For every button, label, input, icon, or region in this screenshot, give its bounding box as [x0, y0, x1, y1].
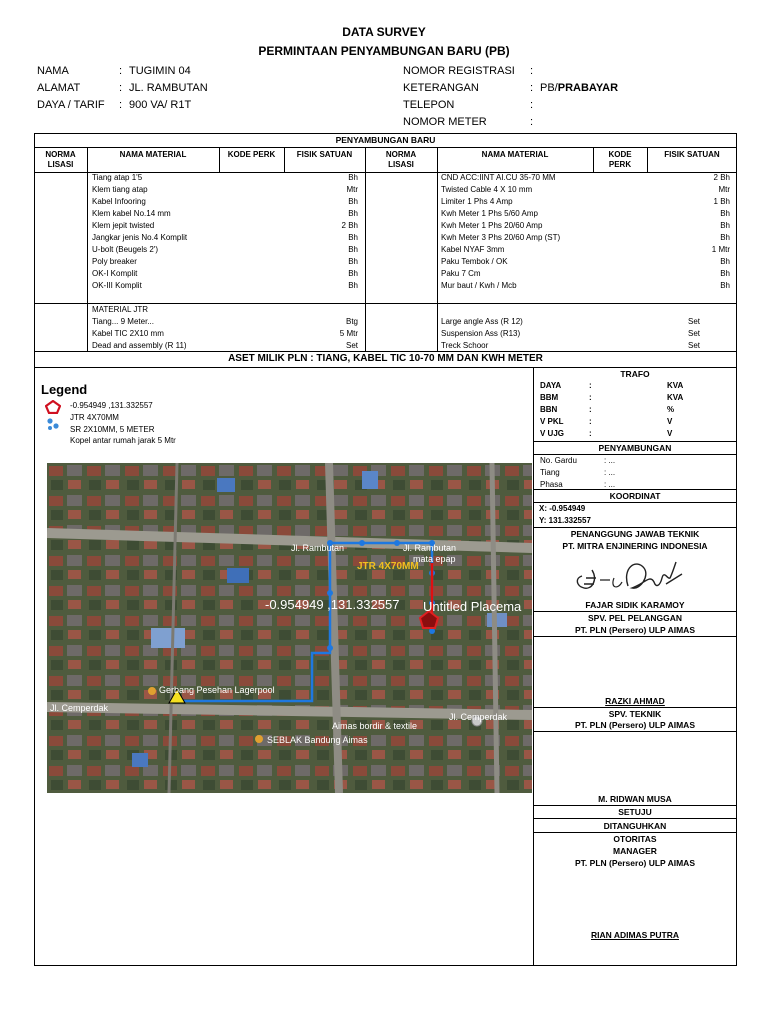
colon: : [589, 417, 592, 426]
keterangan-value: PB/PRABAYAR [540, 82, 619, 94]
spv-teknik-company: PT. PLN (Persero) ULP AIMAS [575, 720, 695, 730]
material-name: Paku 7 Cm [441, 269, 481, 278]
material-unit: 1 Mtr [711, 245, 730, 254]
penyambungan-value: : ... [604, 480, 616, 489]
nama-value: TUGIMIN 04 [129, 65, 191, 77]
nama-label: NAMA [37, 65, 69, 77]
colon: : [530, 116, 534, 128]
satellite-map[interactable] [47, 463, 532, 793]
manager-company: PT. PLN (Persero) ULP AIMAS [575, 858, 695, 868]
penyambungan-labels [540, 455, 600, 491]
material-name: Klem kabel No.14 mm [92, 209, 171, 218]
jtr-left-names [92, 304, 282, 352]
placemark-label: Untitled Placema [423, 599, 522, 614]
material-unit: 2 Bh [713, 173, 730, 182]
aset-title: ASET MILIK PLN : TIANG, KABEL TIC 10-70 MM DAN KWH METER [228, 353, 543, 364]
material-unit: Set [687, 329, 700, 338]
document-title: DATA SURVEY [342, 25, 426, 39]
alamat-value: JL. RAMBUTAN [129, 82, 208, 94]
spv-pel-company: PT. PLN (Persero) ULP AIMAS [575, 625, 695, 635]
colon: : [589, 405, 592, 414]
material-name: Tiang atap 1'5 [92, 173, 143, 182]
daya-label: DAYA / TARIF [37, 99, 105, 111]
material-name: Kwh Meter 1 Phs 20/60 Amp [441, 221, 543, 230]
road-label: Jl. Rambutan [403, 543, 457, 553]
material-unit: Mtr [346, 185, 358, 194]
material-unit: Bh [348, 257, 358, 266]
jtr-left-units [300, 304, 358, 352]
trafo-unit: V [667, 417, 673, 426]
poi-label: Aimas bordir & textile [332, 721, 418, 731]
poi-label: SEBLAK Bandung Aimas [267, 735, 368, 745]
trafo-label: DAYA [540, 381, 562, 390]
left-material-names [92, 172, 282, 292]
material-unit: 2 Bh [341, 221, 358, 230]
penyambungan-label: Tiang [540, 468, 560, 477]
alamat-label: ALAMAT [37, 82, 81, 94]
poi-label: Gerbang Pesehan Lagerpool [159, 685, 275, 695]
right-material-units [660, 172, 730, 292]
road-label: mata epap [413, 554, 456, 564]
jtr-right-names [441, 316, 641, 352]
jtr-right-units [660, 316, 700, 352]
penyambungan-values [604, 455, 644, 491]
legend-jtr: JTR 4X70MM [70, 413, 119, 422]
coord-map-label: -0.954949 ,131.332557 [265, 597, 400, 612]
material-name: Suspension Ass (R13) [441, 329, 521, 338]
col-fisik-satuan: FISIK SATUAN [296, 150, 353, 159]
material-unit: Bh [348, 281, 358, 290]
jtr-map-label: JTR 4X70MM [357, 561, 419, 572]
penyambungan-label: No. Gardu [540, 456, 577, 465]
daya-value: 900 VA/ R1T [129, 99, 192, 111]
material-unit: 1 Bh [713, 197, 730, 206]
material-unit: Bh [720, 281, 730, 290]
colon: : [589, 393, 592, 402]
material-name: Dead and assembly (R 11) [92, 341, 187, 350]
spv-teknik-name: M. RIDWAN MUSA [598, 794, 672, 804]
trafo-label: BBM [540, 393, 559, 402]
material-name: Kabel TIC 2X10 mm [92, 329, 164, 338]
material-name: OK-I Komplit [92, 269, 138, 278]
material-name: CND ACC:IINT AI.CU 35-70 MM [441, 173, 556, 182]
material-name: Twisted Cable 4 X 10 mm [441, 185, 533, 194]
material-name: Mur baut / Kwh / Mcb [441, 281, 517, 290]
material-name: Klem jepit twisted [92, 221, 155, 230]
material-unit: Bh [348, 209, 358, 218]
section-title: PENYAMBUNGAN BARU [335, 135, 436, 145]
material-unit: Bh [720, 257, 730, 266]
trafo-label: V PKL [540, 417, 564, 426]
legend-kopel: Kopel antar rumah jarak 5 Mtr [70, 436, 176, 445]
colon: : [530, 99, 534, 111]
colon: : [119, 65, 123, 77]
material-name: U-bolt (Beugels 2') [92, 245, 158, 254]
material-unit: 5 Mtr [339, 329, 358, 338]
material-name: Poly breaker [92, 257, 137, 266]
material-name: Large angle Ass (R 12) [441, 317, 523, 326]
registrasi-label: NOMOR REGISTRASI [403, 65, 515, 77]
colon: : [530, 82, 534, 94]
colon: : [589, 381, 592, 390]
material-unit: Bh [720, 233, 730, 242]
trafo-colons [589, 380, 599, 440]
trafo-title: TRAFO [620, 369, 650, 379]
manager-name: RIAN ADIMAS PUTRA [591, 930, 679, 940]
left-material-units [300, 172, 358, 292]
material-name: Kwh Meter 3 Phs 20/60 Amp (ST) [441, 233, 561, 242]
material-name: Jangkar jenis No.4 Komplit [92, 233, 188, 242]
material-name: Klem tiang atap [92, 185, 148, 194]
material-unit: Bh [348, 173, 358, 182]
road-label: Jl. Rambutan [291, 543, 345, 553]
material-unit: Bh [348, 245, 358, 254]
koordinat-title: KOORDINAT [609, 491, 661, 501]
material-unit: Bh [348, 197, 358, 206]
material-unit: Bh [720, 209, 730, 218]
material-name: MATERIAL JTR [92, 305, 149, 314]
koordinat-x: X: -0.954949 [539, 504, 586, 513]
trafo-unit: % [667, 405, 675, 414]
road-label: Jl. Cemperdak [449, 712, 508, 722]
material-name: Kabel Infooring [92, 197, 146, 206]
material-unit: Bh [348, 269, 358, 278]
material-name: Limiter 1 Phs 4 Amp [441, 197, 513, 206]
meter-label: NOMOR METER [403, 116, 487, 128]
telepon-label: TELEPON [403, 99, 455, 111]
col-nama-material: NAMA MATERIAL [481, 150, 549, 159]
colon: : [530, 65, 534, 77]
penyambungan-value: : ... [604, 456, 616, 465]
pj-teknik-company: PT. MITRA ENJINERING INDONESIA [562, 541, 708, 551]
trafo-label: V UJG [540, 429, 565, 438]
material-name: OK-III Komplit [92, 281, 142, 290]
col-kode-perk: KODE PERK [227, 150, 276, 159]
spv-pel-name: RAZKI AHMAD [605, 696, 665, 706]
trafo-label: BBN [540, 405, 558, 414]
spv-teknik-title: SPV. TEKNIK [608, 709, 662, 719]
pj-teknik-title: PENANGGUNG JAWAB TEKNIK [570, 529, 700, 539]
setuju-label: SETUJU [618, 807, 652, 817]
material-name: Treck Schoor [441, 341, 489, 350]
penyambungan-title: PENYAMBUNGAN [598, 443, 672, 453]
col-normalisasi: NORMA LISASI [45, 150, 76, 169]
colon: : [119, 82, 123, 94]
koordinat-y: Y: 131.332557 [539, 516, 591, 525]
material-name: Kabel NYAF 3mm [441, 245, 505, 254]
col-nama-material: NAMA MATERIAL [119, 150, 187, 159]
material-unit: Set [687, 341, 700, 350]
material-unit: Set [687, 317, 700, 326]
material-unit: Mtr [718, 185, 730, 194]
legend-title: Legend [41, 382, 88, 397]
manager-title: MANAGER [613, 846, 657, 856]
penyambungan-label: Phasa [540, 480, 563, 489]
trafo-unit: KVA [667, 393, 684, 402]
material-unit [300, 304, 358, 316]
material-name: Tiang... 9 Meter... [92, 317, 154, 326]
material-name: Paku Tembok / OK [441, 257, 508, 266]
legend-sr: SR 2X10MM, 5 METER [70, 425, 155, 434]
col-kode-perk: KODE PERK [608, 150, 632, 169]
penyambungan-value: : ... [604, 468, 616, 477]
road-label: Jl. Cemperdak [50, 703, 109, 713]
spv-pel-title: SPV. PEL PELANGGAN [588, 613, 682, 623]
legend-coords: -0.954949 ,131.332557 [70, 401, 153, 410]
col-normalisasi: NORMA LISASI [385, 150, 417, 169]
trafo-unit: KVA [667, 381, 684, 390]
right-material-names [441, 172, 641, 292]
material-unit: Bh [720, 221, 730, 230]
keterangan-label: KETERANGAN [403, 82, 479, 94]
pj-teknik-name: FAJAR SIDIK KARAMOY [585, 600, 685, 610]
people-icon [46, 417, 60, 436]
material-unit: Btg [345, 317, 358, 326]
colon: : [589, 429, 592, 438]
material-unit: Set [345, 341, 358, 350]
document-subtitle: PERMINTAAN PENYAMBUNGAN BARU (PB) [258, 44, 510, 58]
material-name: Kwh Meter 1 Phs 5/60 Amp [441, 209, 538, 218]
material-unit: Bh [720, 269, 730, 278]
trafo-unit: V [667, 429, 673, 438]
otoritas-label: OTORITAS [613, 834, 657, 844]
ditangguhkan-label: DITANGUHKAN [603, 821, 667, 831]
col-fisik-satuan: FISIK SATUAN [664, 150, 720, 159]
material-unit: Bh [348, 233, 358, 242]
trafo-units [667, 380, 697, 440]
colon: : [119, 99, 123, 111]
signature-image [570, 548, 690, 608]
